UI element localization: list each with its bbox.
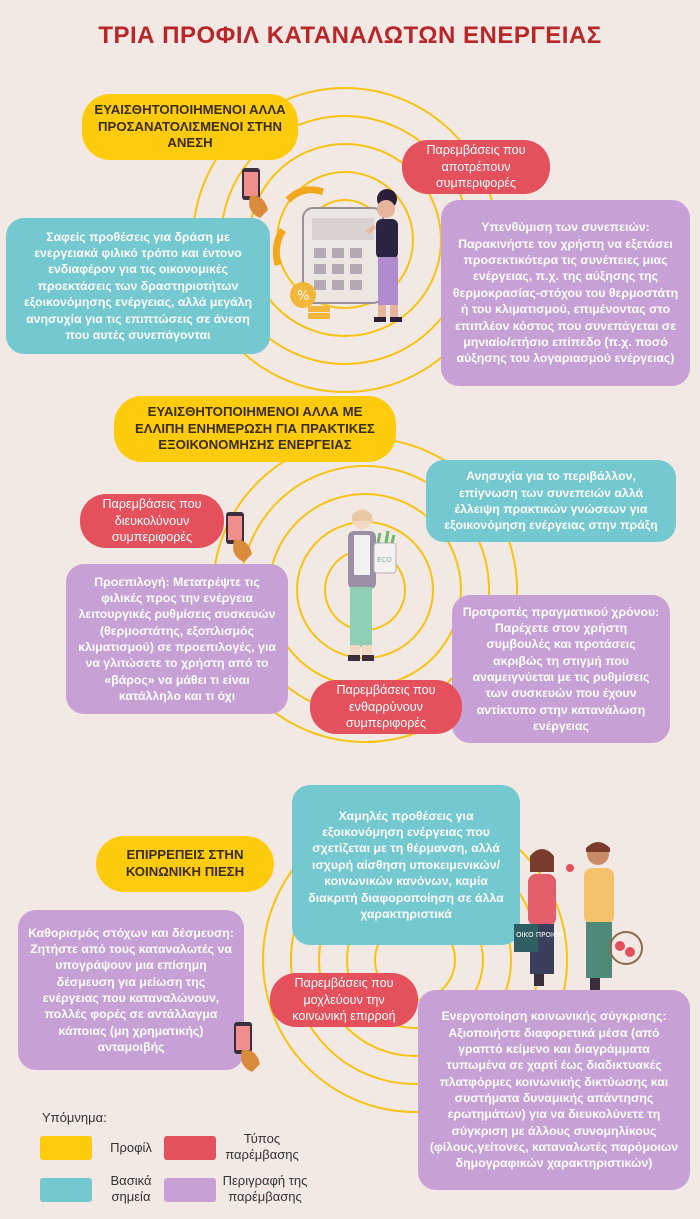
intervention-type-2b: Παρεμβάσεις που ενθαρρύνουν συμπεριφορές [310, 680, 462, 734]
profile-1-label: ΕΥΑΙΣΘΗΤΟΠΟΙΗΜΕΝΟΙ ΑΛΛΑ ΠΡΟΣΑΝΑΤΟΛΙΣΜΕΝΟΙ ΣΤΗΝ ΑΝΕΣΗ [82, 94, 298, 160]
woman-figure [352, 185, 422, 325]
shopping-bag-label: ΟΙΚΟ ΠΡΟΙΟΝ [516, 931, 564, 939]
legend-swatch-intervention-description [164, 1178, 216, 1202]
key-points-2: Ανησυχία για το περιβάλλον, επίγνωση των συνεπειών αλλά έλλειψη πρακτικών γνώσεων για εξοικονόμηση ενέργειας στην πράξη [426, 460, 676, 542]
intervention-type-3: Παρεμβάσεις που μοχλεύουν την κοινωνική επιρροή [270, 973, 418, 1027]
hand-phone-icon [234, 166, 274, 220]
key-points-1: Σαφείς προθέσεις για δράση με ενεργειακά φιλικό τρόπο και έντονο ενδιαφέρον για τις οικονομικές προεκτάσεις των δραστηριοτήτων εξοικονόμησης ενέργειας, αλλά μεγάλη ανησυχία για τις επιπτώσεις σε άνεση που αυτές συνεπάγονται [6, 218, 270, 354]
intervention-type-1: Παρεμβάσεις που αποτρέπουν συμπεριφορές [402, 140, 550, 194]
legend-label-intervention-description: Περιγραφή της παρέμβασης [222, 1173, 308, 1204]
hand-phone-icon-3 [226, 1020, 266, 1074]
legend-swatch-profile [40, 1136, 92, 1160]
intervention-description-3a: Καθορισμός στόχων και δέσμευση: Ζητήστε από τους καταναλωτές να υπογράψουν μια επίσημη δέσμευση για μείωση της ενέργειας που καταναλώνουν, πολλές φορές σε αντάλλαγμα κάποιας (μη χρηματικής) ανταμοιβής [18, 910, 244, 1070]
legend-swatch-key-points [40, 1178, 92, 1202]
legend-label-profile: Προφίλ [110, 1140, 152, 1155]
intervention-description-1: Υπενθύμιση των συνεπειών: Παρακινήστε τον χρήστη να εξετάσει προσεκτικότερα τις συνέπειες μιας ενέργειας, π.χ. της αύξησης της θερμοκρασίας-στόχου του θερμοστάτη ή του κλιματισμού, επιμένοντας στο επιπλέον κόστος που συνεπάγεται σε μηνιαίο/ετήσιο επίπεδο (π.χ. ποσό αύξησης του λογαριασμού ενέργειας) [441, 200, 690, 386]
intervention-description-3b: Ενεργοποίηση κοινωνικής σύγκρισης: Αξιοποιήστε διαφορετικά μέσα (από γραπτό κείμενο και διαγράμματα τυπωμένα σε χαρτί έως διαδικτυακές πλατφόρμες κοινωνικής δικτύωσης και συστήματα δυναμικής απάντησης ερωτημάτων) για να διευκολύνετε τη σύγκριση με άλλους συνομηλίκους (φίλους,γείτονες, καταναλωτές παρόμοιων δημογραφικών χαρακτηριστικών) [418, 990, 690, 1190]
intervention-type-2a: Παρεμβάσεις που διευκολύνουν συμπεριφορές [80, 494, 224, 548]
intervention-description-2b: Προτροπές πραγματικού χρόνου: Παρέχετε στον χρήστη συμβουλές και προτάσεις ακριβώς τη στιγμή που αναμειγνύεται με τις ρυθμίσεις των συσκευών που έχουν αντίκτυπο στην κατανάλωση ενέργειας [452, 595, 670, 743]
intervention-description-2a: Προεπιλογή: Μετατρέψτε τις φιλικές προς την ενέργεια λειτουργικές ρυθμίσεις συσκευών (θερμοστάτης, εξοπλισμός κλιματισμού) σε προεπιλογές, για να γλιτώσετε το χρήστη από το «βάρος» να μάθει τι είναι κατάλληλο και τι όχι [66, 564, 288, 714]
key-points-3: Χαμηλές προθέσεις για εξοικονόμηση ενέργειας που σχετίζεται με τη θέρμανση, αλλά ισχυρή αίσθηση υποκειμενικών/κοινωνικών κανόνων, καμία διακριτή διαφοροποίηση σε άλλα χαρακτηριστικά [292, 785, 520, 945]
legend-title: Υπόμνημα: [42, 1110, 107, 1125]
bag-label: ECO [377, 556, 392, 564]
couple-figure [500, 838, 650, 998]
legend-label-key-points: Βασικά σημεία [110, 1173, 152, 1204]
eco-shopper-figure [336, 505, 406, 665]
profile-3-label: ΕΠΙΡΡΕΠΕΙΣ ΣΤΗΝ ΚΟΙΝΩΝΙΚΗ ΠΙΕΣΗ [96, 836, 274, 892]
legend-swatch-intervention-type [164, 1136, 216, 1160]
profile-2-label: ΕΥΑΙΣΘΗΤΟΠΟΙΗΜΕΝΟΙ ΑΛΛΑ ΜΕ ΕΛΛΙΠΗ ΕΝΗΜΕΡΩΣΗ ΓΙΑ ΠΡΑΚΤΙΚΕΣ ΕΞΟΙΚΟΝΟΜΗΣΗΣ ΕΝΕΡΓΕΙΑΣ [114, 396, 396, 462]
svg-text:%: % [297, 289, 310, 304]
page-title: ΤΡΙΑ ΠΡΟΦΙΛ ΚΑΤΑΝΑΛΩΤΩΝ ΕΝΕΡΓΕΙΑΣ [98, 22, 602, 49]
hand-phone-icon-2 [218, 510, 258, 564]
legend-label-intervention-type: Τύπος παρέμβασης [225, 1131, 299, 1162]
